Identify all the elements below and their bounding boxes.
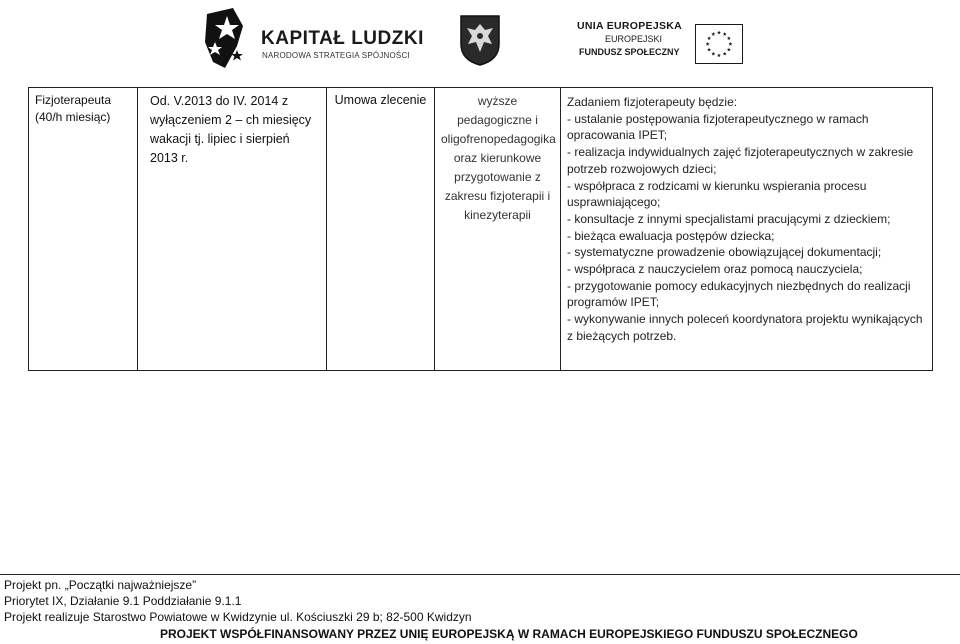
footer-cofinancing: PROJEKT WSPÓŁFINANSOWANY PRZEZ UNIĘ EUROPEJSKĄ W RAMACH EUROPEJSKIEGO FUNDUSZU SPOŁECZNEGO: [160, 627, 858, 641]
duty-item: - współpraca z rodzicami w kierunku wspierania procesu usprawniającego;: [567, 178, 867, 210]
kapital-ludzki-subtitle: NARODOWA STRATEGIA SPÓJNOŚCI: [262, 51, 410, 60]
eu-line-1: UNIA EUROPEJSKA: [577, 20, 683, 32]
duty-item: - realizacja indywidualnych zajęć fizjoterapeutycznych w zakresie potrzeb rozwojowych dzieci;: [567, 145, 914, 176]
eu-star-icon: [711, 52, 715, 56]
position-cell: Fizjoterapeuta (40/h miesiąc): [29, 88, 138, 371]
eu-star-icon: [723, 32, 727, 36]
eu-star-icon: [727, 36, 731, 40]
eu-flag-icon: [695, 24, 743, 64]
eu-line-3: FUNDUSZ SPOŁECZNY: [579, 47, 680, 57]
eu-star-icon: [717, 53, 721, 57]
eu-star-icon: [711, 32, 715, 36]
duty-item: - wykonywanie innych poleceń koordynatora projektu wynikających z bieżących potrzeb.: [567, 312, 923, 343]
duty-item: - przygotowanie pomocy edukacyjnych niezbędnych do realizacji programów IPET;: [567, 278, 911, 310]
kapital-ludzki-emblem-icon: [203, 6, 249, 70]
eu-star-icon: [727, 48, 731, 52]
footer-project-name: Projekt pn. „Początki najważniejsze”: [4, 578, 197, 592]
footer-divider: [0, 574, 960, 575]
eu-star-icon: [728, 42, 732, 46]
duty-item: - konsultacje z innymi specjalistami pracującymi z dzieckiem;: [567, 211, 891, 226]
footer-priority: Priorytet IX, Działanie 9.1 Poddziałanie 9.1.1: [4, 594, 242, 608]
eu-star-icon: [706, 42, 710, 46]
requirements-cell: wyższe pedagogiczne i oligofrenopedagogika oraz kierunkowe przygotowanie z zakresu fizjoterapii i kinezyterapii: [435, 88, 561, 371]
duty-item: - współpraca z nauczycielem oraz pomocą nauczyciela;: [567, 262, 863, 277]
job-table: [28, 87, 933, 371]
eu-line-2: EUROPEJSKI: [605, 34, 663, 44]
eu-social-fund-logo: [577, 20, 737, 70]
footer-address: Projekt realizuje Starostwo Powiatowe w Kwidzynie ul. Kościuszki 29 b; 82-500 Kwidzyn: [4, 610, 472, 624]
duty-item: - ustalanie postępowania fizjoterapeutycznego w ramach opracowania IPET;: [567, 111, 869, 143]
table-row: [29, 88, 933, 371]
contract-cell: Umowa zlecenie: [327, 88, 435, 371]
duty-item: - systematyczne prowadzenie obowiązującej dokumentacji;: [567, 245, 882, 260]
duties-intro: Zadaniem fizjoterapeuty będzie:: [567, 95, 738, 109]
eu-star-icon: [707, 36, 711, 40]
county-crest-icon: [459, 14, 501, 66]
eu-star-icon: [723, 52, 727, 56]
duties-cell: [561, 88, 933, 371]
kapital-ludzki-title: KAPITAŁ LUDZKI: [261, 28, 424, 49]
period-cell: Od. V.2013 do IV. 2014 z wyłączeniem 2 – ch miesięcy wakacji tj. lipiec i sierpień 2013 r.: [138, 88, 327, 371]
eu-star-icon: [717, 31, 721, 35]
duty-item: - bieżąca ewaluacja postępów dziecka;: [567, 228, 775, 243]
eu-star-icon: [707, 48, 711, 52]
kapital-ludzki-logo: [203, 6, 424, 72]
